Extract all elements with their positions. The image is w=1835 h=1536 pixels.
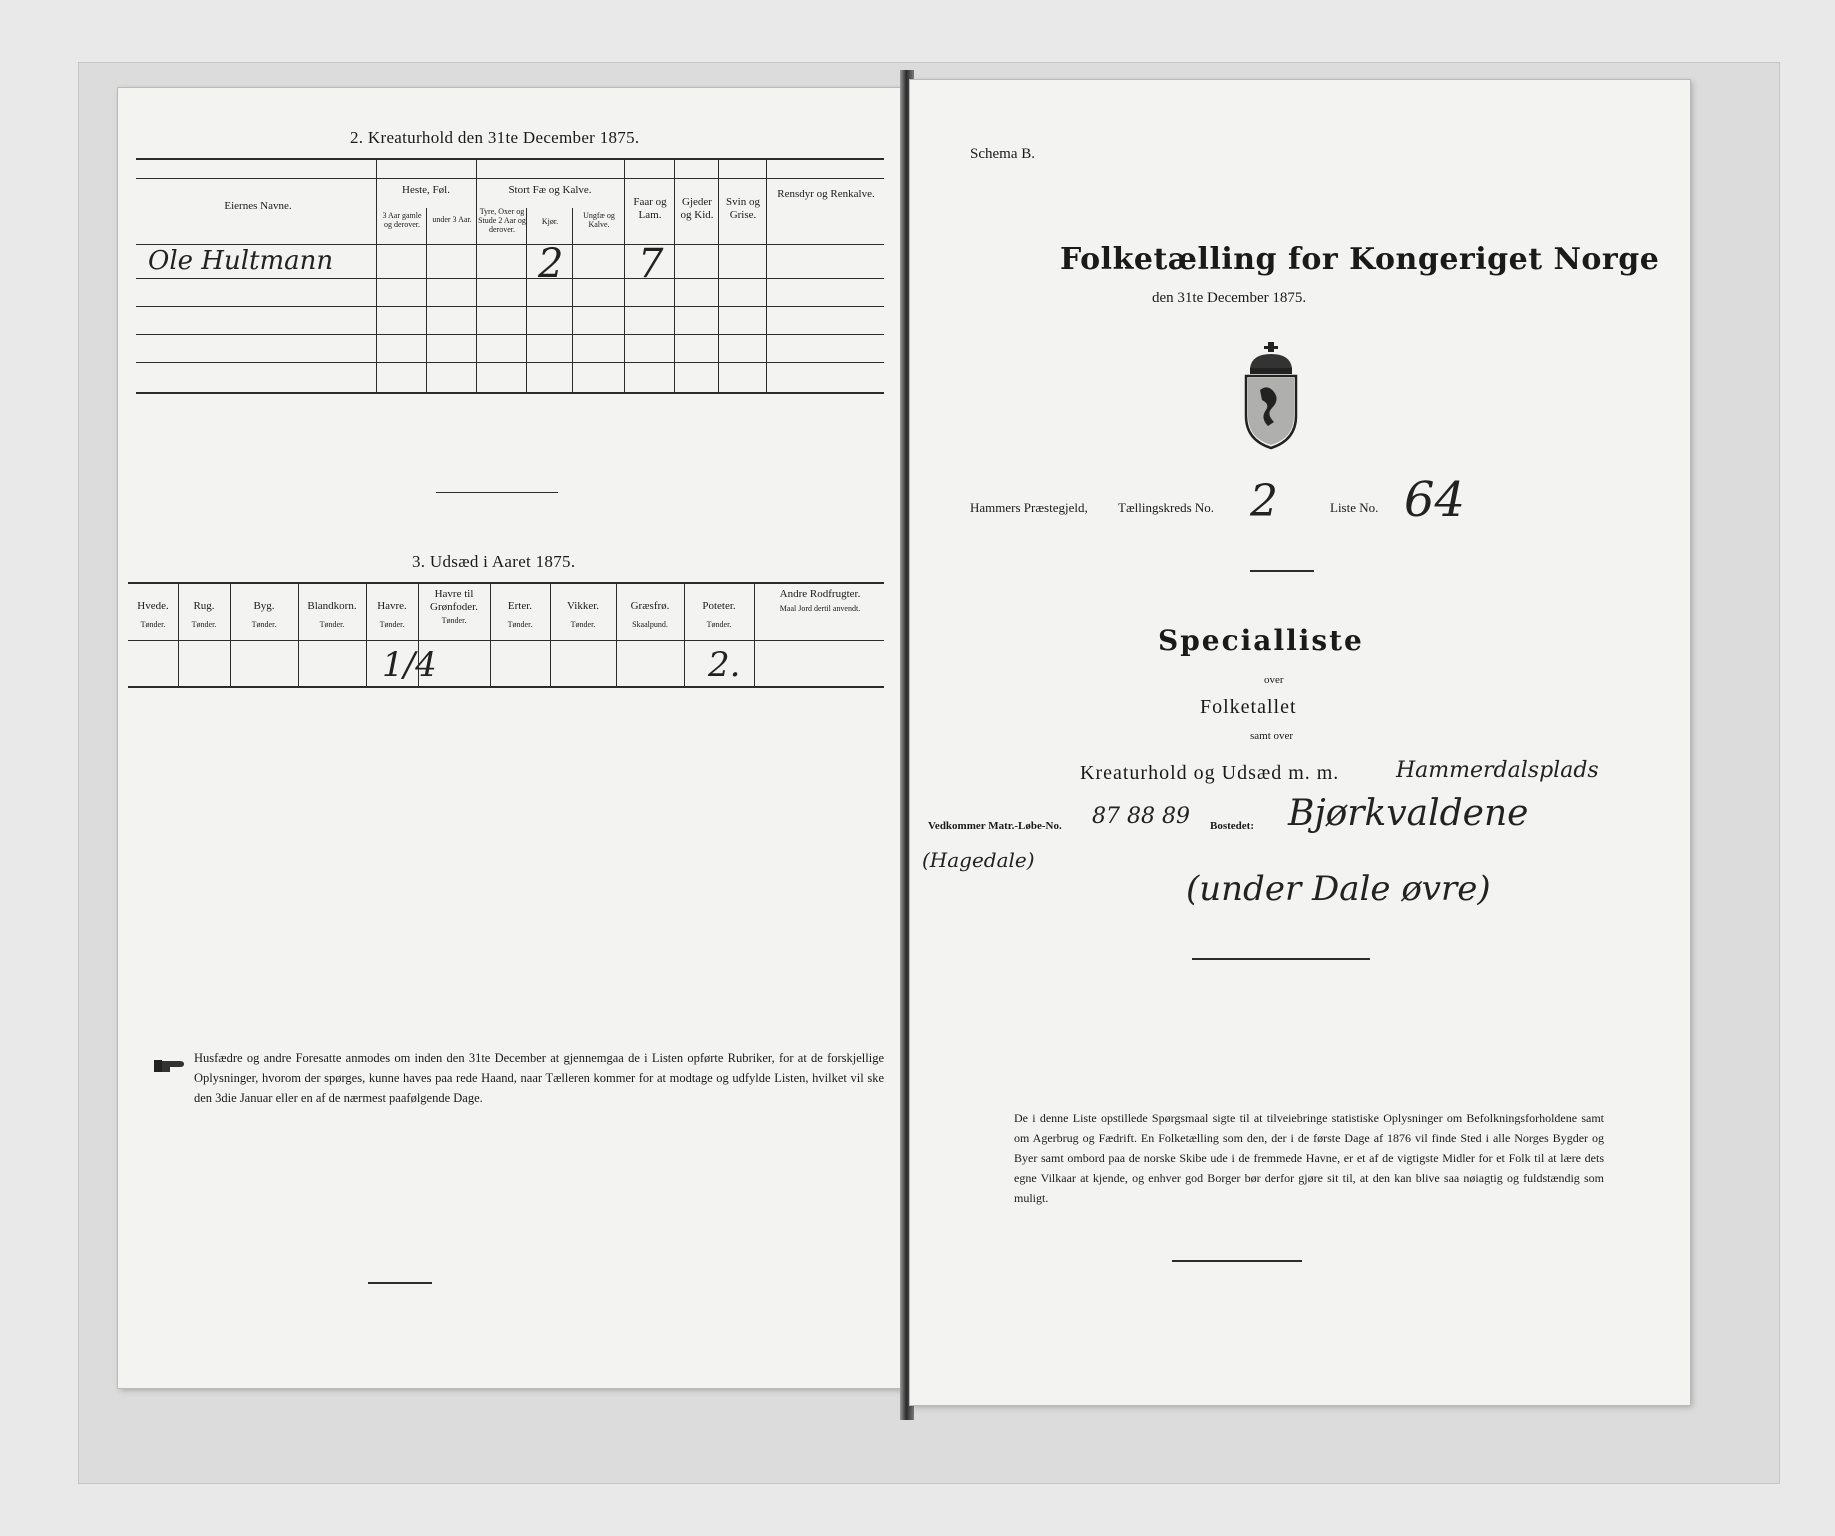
table2-col-line: [572, 208, 573, 394]
table3-col-line: [178, 582, 179, 688]
havre-value: 1/4: [382, 645, 437, 685]
col-label: Havre til Grønfoder.: [430, 588, 478, 613]
col-unit: Tønder.: [379, 619, 405, 629]
section2-title: 2. Kreaturhold den 31te December 1875.: [350, 128, 640, 147]
faar-count: 7: [638, 241, 664, 287]
rensdyr-header: Rensdyr og Renkalve.: [777, 188, 875, 200]
section-rule: [1192, 958, 1370, 960]
table3-col-line: [490, 582, 491, 688]
liste-value: 64: [1404, 472, 1466, 528]
col-label: Byg.: [253, 600, 275, 612]
col-unit: Tønder.: [441, 616, 467, 626]
bostedet-handwriting-2: Bjørkvaldene: [1288, 793, 1529, 834]
table2-row-line: [136, 362, 884, 363]
udsaed-col-havre-gronfoder: [418, 588, 490, 626]
table2-row-line: [136, 306, 884, 307]
udsaed-col-byg: [230, 600, 298, 629]
col-label: Havre.: [377, 600, 407, 612]
right-page: [910, 80, 1690, 1405]
faar-header: Faar og Lam.: [633, 196, 667, 221]
col-label: Erter.: [507, 600, 533, 612]
table2-header-rule: [136, 178, 884, 179]
separator-rule: [436, 492, 558, 493]
poteter-value: 2.: [708, 645, 741, 685]
table3-col-line: [684, 582, 685, 688]
col-unit: Tønder.: [140, 619, 166, 629]
table2-col-line: [624, 158, 625, 394]
table2-col-line: [376, 158, 377, 394]
table2-col-line: [674, 158, 675, 394]
notice-text: Husfædre og andre Foresatte anmodes om inden den 31te December at gjennemgaa de i Listen opførte Rubriker, for at de forskjellige Oplysninger, hvorom der spørges, kunne haves paa rede Haand, naar Tælleren kommer for at modtage og udfylde Listen, hvilket vil ske den 3die Januar eller en af de nærmest paafølgende Dage.: [194, 1051, 884, 1105]
stort-sub2-header: Kjør.: [541, 217, 559, 226]
table2-col-line: [766, 158, 767, 394]
heste-header: Heste, Føl.: [402, 184, 450, 196]
col-unit: Tønder.: [507, 619, 533, 629]
col-label: Andre Rodfrugter.: [779, 588, 861, 600]
name-header: Eiernes Navne.: [224, 200, 292, 212]
table3-top-rule: [128, 582, 884, 584]
bostedet-handwriting-4: (under Dale øvre): [1186, 869, 1491, 909]
col-label: Vikker.: [566, 600, 600, 612]
table2-top-rule: [136, 158, 884, 160]
col-unit: Tønder.: [706, 619, 732, 629]
stort-sub3-header: Ungfæ og Kalve.: [583, 211, 615, 229]
section3-title: 3. Udsæd i Aaret 1875.: [412, 552, 576, 571]
col-unit: Tønder.: [191, 619, 217, 629]
udsaed-col-hvede: [128, 600, 178, 629]
title-date: den 31te December 1875.: [1152, 290, 1307, 306]
table3-col-line: [754, 582, 755, 688]
bostedet-handwriting-3: (Hagedale): [922, 848, 1035, 872]
liste-label: Liste No.: [1330, 500, 1379, 515]
col-unit: Tønder.: [570, 619, 596, 629]
col-unit: Skaalpund.: [632, 619, 668, 629]
kreds-value: 2: [1250, 476, 1278, 527]
gjeder-header: Gjeder og Kid.: [680, 196, 714, 221]
footer-rule: [1172, 1260, 1302, 1262]
udsaed-col-poteter: [684, 600, 754, 629]
coat-of-arms-icon: [1242, 342, 1300, 454]
bostedet-label: Bostedet:: [1210, 820, 1254, 832]
over-text: over: [1264, 674, 1284, 686]
pointing-hand-icon: [152, 1054, 180, 1074]
footer-rule: [368, 1282, 432, 1284]
table2-bottom-rule: [136, 392, 884, 394]
udsaed-col-rug: [178, 600, 230, 629]
table2-col-line: [426, 208, 427, 394]
kreds-label: Tællingskreds No.: [1118, 500, 1215, 515]
udsaed-col-vikker: [550, 600, 616, 629]
kreaturhold-text: Kreaturhold og Udsæd m. m.: [1080, 762, 1340, 784]
col-label: Poteter.: [702, 600, 736, 612]
col-label: Græsfrø.: [630, 600, 670, 612]
specialliste-heading: Specialliste: [1158, 624, 1364, 657]
matr-value: 87 88 89: [1092, 804, 1190, 829]
table3-col-line: [366, 582, 367, 688]
left-page: [118, 88, 908, 1388]
udsaed-col-blandkorn: [298, 600, 366, 629]
table2-header-bottom: [136, 244, 884, 245]
bostedet-handwriting-1: Hammerdalsplads: [1396, 758, 1599, 783]
heste-sub1-header: 3 Aar gamle og derover.: [382, 211, 422, 229]
table3-col-line: [298, 582, 299, 688]
udsaed-col-rodfrugter: [756, 588, 884, 613]
schema-label: Schema B.: [970, 146, 1035, 162]
col-unit: Maal Jord dertil anvendt.: [779, 603, 861, 613]
svin-header: Svin og Grise.: [726, 196, 760, 221]
kjor-count: 2: [538, 241, 564, 287]
table3-bottom-rule: [128, 686, 884, 688]
table2-col-line: [476, 158, 477, 394]
col-label: Blandkorn.: [307, 600, 357, 612]
col-unit: Tønder.: [251, 619, 277, 629]
table2-col-line: [718, 158, 719, 394]
udsaed-col-graesfro: [616, 600, 684, 629]
folketallet-text: Folketallet: [1200, 696, 1297, 718]
table3-col-line: [550, 582, 551, 688]
stort-header: Stort Fæ og Kalve.: [508, 184, 592, 196]
col-label: Rug.: [193, 600, 215, 612]
divider-rule: [1250, 570, 1314, 572]
intro-paragraph: De i denne Liste opstillede Spørgsmaal sigte til at tilveiebringe statistiske Oplysninger om Befolkningsforholdene samt om Agerbrug og Fædrift. En Folketælling som den, der i de første Dage af 1876 vil finde Sted i alle Norges Bygder og Byer samt ombord paa de norske Skibe ude i de fremmede Havne, er et af de vigtigste Midler for et Folk til at lære dets egne Vilkaar at kjende, og enhver god Borger bør derfor gjøre sit til, at den kan blive saa nøiagtig og fuldstændig som muligt.: [1014, 1111, 1604, 1205]
table3-col-line: [230, 582, 231, 688]
main-title: Folketælling for Kongeriget Norge: [1060, 242, 1660, 277]
col-unit: Tønder.: [319, 619, 345, 629]
samt-over-text: samt over: [1250, 730, 1294, 742]
matr-label: Vedkommer Matr.-Løbe-No.: [928, 820, 1062, 832]
col-label: Hvede.: [137, 600, 169, 612]
table2-row-line: [136, 278, 884, 279]
table2-row-line: [136, 334, 884, 335]
table3-header-bottom: [128, 640, 884, 641]
owner-name: Ole Hultmann: [148, 246, 334, 276]
stort-sub1-header: Tyre, Oxer og Stude 2 Aar og derover.: [478, 207, 526, 234]
udsaed-col-erter: [490, 600, 550, 629]
table2-col-line: [526, 208, 527, 394]
table3-col-line: [616, 582, 617, 688]
prestegjeld-label: Hammers Præstegjeld,: [970, 500, 1088, 515]
udsaed-col-havre: [366, 600, 418, 629]
heste-sub2-header: under 3 Aar.: [432, 215, 472, 224]
